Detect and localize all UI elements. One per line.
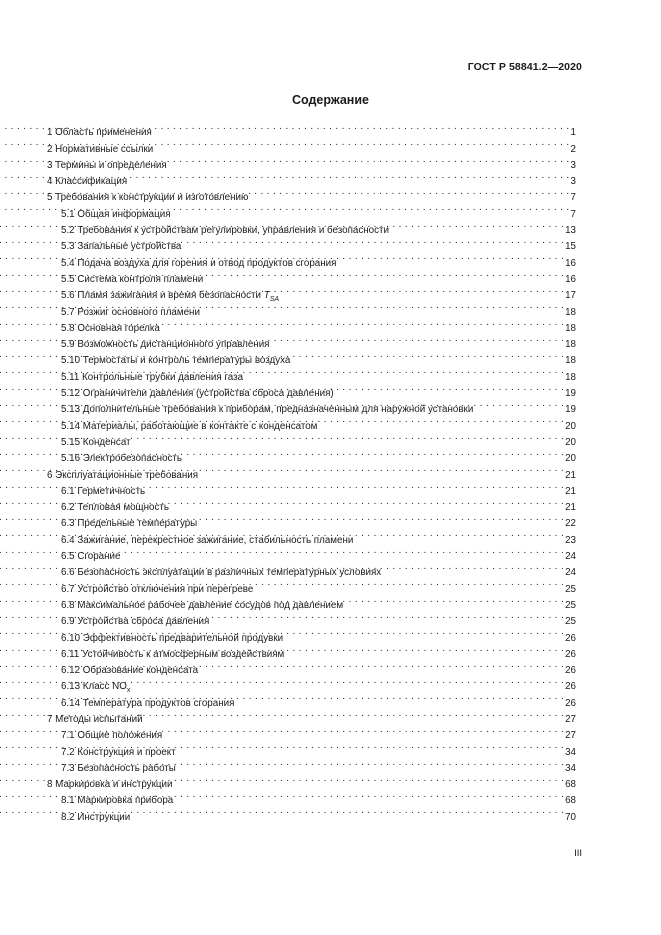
toc-entry[interactable] (47, 738, 576, 758)
toc-leader-dots (130, 168, 569, 184)
toc-entry-text: 6.4 Зажигание, перекрестное зажигание, стабильность пламени (61, 534, 354, 546)
toc-leader-dots (146, 706, 565, 722)
toc-page-number: 21 (565, 502, 576, 514)
toc-leader-dots (392, 217, 564, 233)
toc-entry-text: 6 Эксплуатационные требования (47, 469, 199, 481)
toc-page-number: 2 (570, 143, 576, 155)
toc-entry-text: 3 Термины и определения (47, 159, 167, 171)
toc-page-number: 18 (565, 339, 576, 351)
toc-entry-text: 5.4 Подача воздуха для горения и отвод продуктов сгорания (61, 257, 337, 269)
toc-leader-dots (134, 429, 565, 445)
toc-entry-text: 6.1 Герметичность (61, 485, 146, 497)
toc-leader-dots (155, 119, 570, 135)
toc-entry-text: 5.3 Запальные устройства (61, 241, 182, 253)
document-code: ГОСТ Р 58841.2—2020 (467, 61, 582, 73)
toc-page-number: 18 (565, 371, 576, 383)
toc-entry[interactable] (47, 168, 576, 188)
toc-symbol: T (263, 290, 270, 302)
toc-entry[interactable] (47, 722, 576, 742)
toc-entry-text: 7 Методы испытаний (47, 713, 143, 725)
toc-page-number: 26 (565, 697, 576, 709)
toc-entry-text: 5.5 Система контроля пламени (61, 273, 204, 285)
toc-page-number: 16 (565, 257, 576, 269)
toc-entry-text: 6.12 Образование конденсата (61, 665, 199, 677)
toc-page-number: 15 (565, 241, 576, 253)
toc-page-number: 24 (565, 567, 576, 579)
toc-leader-dots (200, 510, 564, 526)
toc-entry-text: 5.10 Термостаты и контроль температуры воздуха (61, 355, 291, 367)
toc-entry[interactable] (47, 624, 576, 644)
toc-leader-dots (286, 624, 564, 640)
toc-entry[interactable] (47, 755, 576, 774)
toc-entry[interactable] (47, 657, 576, 677)
toc-entry-text: 5.12 Ограничители давления (устройства сброса давления) (61, 388, 334, 400)
toc-leader-dots (133, 673, 564, 689)
toc-page-number: 3 (570, 176, 576, 188)
toc-entry-text: 7.3 Безопасность работы (61, 762, 176, 774)
toc-entry[interactable] (47, 298, 576, 318)
toc-leader-dots (273, 331, 565, 347)
page-number: III (574, 848, 582, 859)
toc-leader-dots (170, 152, 570, 168)
toc-page-number: 25 (565, 583, 576, 595)
toc-leader-dots (156, 135, 569, 151)
toc-leader-dots (185, 445, 564, 461)
toc-leader-dots (179, 738, 564, 754)
toc-entry[interactable] (47, 347, 576, 367)
toc-entry[interactable] (47, 494, 576, 514)
toc-entry-text: 8.1 Маркировка прибора (61, 795, 174, 807)
toc-entry[interactable] (47, 331, 576, 351)
toc-leader-dots (174, 200, 570, 216)
toc-entry[interactable] (47, 233, 576, 253)
toc-entry-text: 8 Маркировка и инструкции (47, 779, 173, 791)
toc-page-number: 18 (565, 355, 576, 367)
toc-page-number: 26 (565, 681, 576, 693)
toc-entry[interactable] (47, 412, 576, 432)
toc-leader-dots (201, 657, 564, 673)
toc-page-number: 18 (565, 306, 576, 318)
toc-page-number: 19 (565, 404, 576, 416)
toc-page-number: 25 (565, 616, 576, 628)
toc-entry-text: 6.5 Сгорание (61, 551, 121, 563)
toc-page-number: 23 (565, 534, 576, 546)
toc-leader-dots (123, 543, 564, 559)
toc-leader-dots (206, 266, 564, 282)
toc-entry-text: 5.8 Основная горелка (61, 322, 160, 334)
toc-leader-dots (148, 478, 564, 494)
toc-entry[interactable] (47, 396, 576, 416)
toc-leader-dots (356, 526, 564, 542)
toc-entry-text: 6.6 Безопасность эксплуатации в различных температурных условиях (61, 567, 382, 579)
toc-entry[interactable] (47, 543, 576, 563)
toc-page-number: 1 (570, 127, 576, 139)
toc-page-number: 34 (565, 746, 576, 758)
toc-entry-text: 1 Область применения (47, 127, 152, 139)
toc-page-number: 7 (570, 208, 576, 220)
toc-entry[interactable] (47, 689, 576, 709)
toc-entry[interactable] (47, 217, 576, 237)
toc-leader-dots (346, 592, 564, 608)
toc-entry[interactable] (47, 119, 576, 139)
toc-entry[interactable] (47, 673, 576, 695)
toc-leader-dots (212, 608, 564, 624)
toc-entry-text: 8.2 Инструкции (61, 811, 131, 823)
toc-leader-dots (246, 363, 564, 379)
toc-leader-dots (176, 787, 564, 803)
toc-leader-dots (287, 641, 564, 657)
toc-leader-dots (339, 249, 564, 265)
toc-page-number: 27 (565, 730, 576, 742)
toc-page-number: 13 (565, 225, 576, 237)
toc-entry[interactable] (47, 315, 576, 334)
toc-entry-text: 2 Нормативные ссылки (47, 143, 154, 155)
toc-page-number: 70 (565, 811, 576, 823)
toc-leader-dots (476, 396, 564, 412)
toc-page-number: 20 (565, 436, 576, 448)
toc-page-number: 24 (565, 551, 576, 563)
toc-entry-text: 5.2 Требования к устройствам регулировки, управления и безопасности (61, 225, 389, 237)
toc-page-number: 26 (565, 632, 576, 644)
toc-leader-dots (175, 771, 564, 787)
toc-entry[interactable] (47, 787, 576, 807)
toc-entry[interactable] (47, 592, 576, 611)
toc-entry[interactable] (47, 510, 576, 530)
toc-page-number: 17 (565, 290, 576, 302)
toc-entry[interactable] (47, 526, 576, 546)
toc-leader-dots (165, 722, 564, 738)
toc-entry-text: 5.9 Возможность дистанционного управления (61, 339, 270, 351)
toc-entry[interactable] (47, 184, 576, 204)
toc-leader-dots (179, 755, 564, 771)
toc-page-number: 68 (565, 779, 576, 791)
toc-leader-dots (201, 461, 564, 477)
toc-entry[interactable] (47, 559, 576, 579)
table-of-contents (47, 119, 576, 823)
toc-leader-dots (203, 298, 564, 314)
toc-leader-dots (251, 184, 569, 200)
toc-page-number: 16 (565, 273, 576, 285)
toc-entry[interactable] (47, 706, 576, 725)
toc-entry-text: 7.2 Конструкция и проект (61, 746, 176, 758)
toc-entry-text: 6.14 Температура продуктов сгорания (61, 697, 235, 709)
toc-leader-dots (163, 315, 564, 331)
toc-page-number: 18 (565, 322, 576, 334)
toc-page-number: 25 (565, 599, 576, 611)
toc-entry[interactable] (47, 380, 576, 400)
toc-page-number: 7 (570, 192, 576, 204)
toc-entry[interactable] (47, 803, 576, 823)
toc-entry[interactable] (47, 266, 576, 285)
toc-entry-text: 6.9 Устройства сброса давления (61, 616, 210, 628)
toc-entry-text: 5.15 Конденсат (61, 436, 131, 448)
toc-entry-text: 6.7 Устройство отключения при перегреве (61, 583, 254, 595)
toc-entry-text: 5.6 Пламя зажигания и время безопасности (61, 290, 264, 302)
toc-entry[interactable] (47, 771, 576, 791)
toc-entry[interactable] (47, 429, 576, 448)
toc-entry-text: 5.1 Общая информация (61, 208, 171, 220)
toc-entry[interactable] (47, 200, 576, 220)
toc-leader-dots (320, 412, 564, 428)
toc-entry-text: 5.14 Материалы, работающие в контакте с конденсатом (61, 420, 318, 432)
toc-entry-text: 5.16 Электробезопасность (61, 453, 183, 465)
toc-entry-text: 5.11 Контрольные трубки давления газа (61, 371, 244, 383)
page-title: Содержание (291, 93, 369, 107)
toc-leader-dots (172, 494, 564, 510)
toc-entry[interactable] (47, 282, 576, 304)
toc-entry-text: 6.10 Эффективность предварительной продувки (61, 632, 284, 644)
toc-leader-dots (282, 282, 564, 298)
toc-entry-text: 5 Требования к конструкции и изготовлению (47, 192, 249, 204)
toc-leader-dots (237, 689, 564, 705)
toc-page-number: 19 (565, 388, 576, 400)
toc-entry[interactable] (47, 152, 576, 171)
toc-page-number: 20 (565, 453, 576, 465)
toc-subscript: x (126, 687, 131, 695)
toc-page-number: 34 (565, 762, 576, 774)
toc-entry-text: 6.8 Максимальное рабочее давление сосудов под давлением (61, 599, 344, 611)
toc-page-number: 21 (565, 485, 576, 497)
toc-entry[interactable] (47, 575, 576, 595)
toc-entry-text: 7.1 Общие положения (61, 730, 163, 742)
toc-leader-dots (184, 233, 564, 249)
toc-entry-text: 5.13 Дополнительные требования к приборам, предназначенным для наружной установки (61, 404, 474, 416)
toc-entry[interactable] (47, 363, 576, 383)
toc-entry[interactable] (47, 249, 576, 269)
toc-entry-text: 6.13 Класс NO (61, 681, 127, 693)
toc-leader-dots (337, 380, 564, 396)
toc-entry-text: 4 Классификация (47, 176, 128, 188)
toc-entry-text: 5.7 Розжиг основного пламени (61, 306, 200, 318)
toc-leader-dots (256, 575, 564, 591)
toc-page-number: 21 (565, 469, 576, 481)
toc-page-number: 26 (565, 665, 576, 677)
toc-page-number: 26 (565, 648, 576, 660)
toc-subscript: SA (269, 296, 280, 304)
toc-entry-text: 6.11 Устойчивость к атмосферным воздействиям (61, 648, 285, 660)
toc-entry[interactable] (47, 608, 576, 628)
toc-entry-text: 6.2 Тепловая мощность (61, 502, 169, 514)
toc-entry[interactable] (47, 478, 576, 497)
toc-leader-dots (133, 803, 564, 819)
toc-entry[interactable] (47, 445, 576, 465)
toc-entry[interactable] (47, 461, 576, 481)
toc-page-number: 3 (570, 159, 576, 171)
toc-page-number: 20 (565, 420, 576, 432)
toc-entry[interactable] (47, 641, 576, 660)
toc-entry[interactable] (47, 135, 576, 155)
toc-leader-dots (293, 347, 564, 363)
toc-page-number: 68 (565, 795, 576, 807)
toc-page-number: 22 (565, 518, 576, 530)
toc-entry-text: 6.3 Предельные температуры (61, 518, 198, 530)
toc-leader-dots (384, 559, 564, 575)
toc-page-number: 27 (565, 713, 576, 725)
